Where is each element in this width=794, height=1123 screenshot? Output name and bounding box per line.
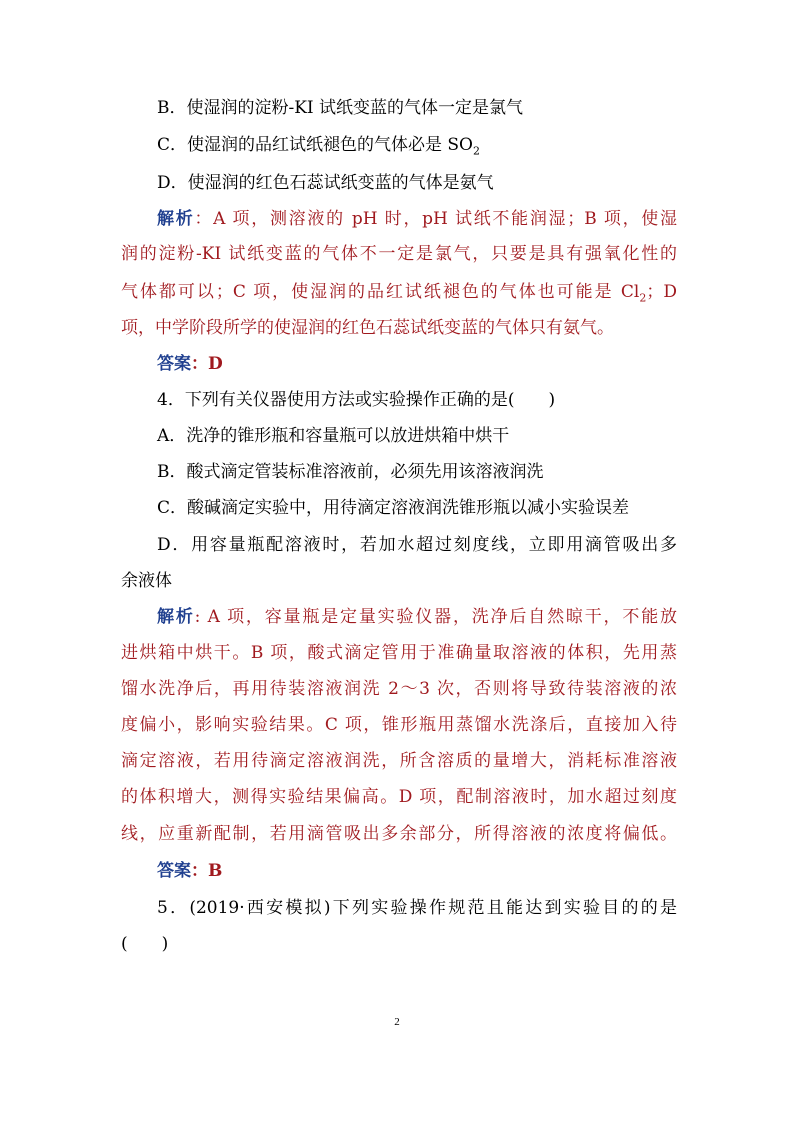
option-c-q3 — [157, 134, 677, 162]
option-c-q4: C．酸碱滴定实验中，用待滴定溶液润洗锥形瓶以减小实验误差 — [157, 498, 630, 518]
analysis-text: ：A 项，测溶液的 pH 时，pH 试纸不能润湿；B 项，使湿 — [194, 209, 678, 229]
subscript: 2 — [639, 291, 647, 305]
question-4: 4．下列有关仪器使用方法或实验操作正确的是( ) — [157, 390, 556, 410]
analysis-text: ；D — [646, 282, 677, 302]
answer-q3 — [157, 353, 677, 375]
analysis-q4-line5: 滴定溶液，若用待滴定溶液润洗，所含溶质的量增大，消耗标准溶液 — [121, 751, 677, 771]
answer-label: 答案 — [157, 354, 191, 374]
analysis-q3-line3 — [121, 281, 677, 309]
analysis-q3-line1 — [157, 208, 677, 230]
option-b-q4: B．酸式滴定管装标准溶液前，必须先用该溶液润洗 — [157, 462, 544, 482]
analysis-label: 解析 — [157, 607, 195, 627]
analysis-q3-line2: 润的淀粉-KI 试纸变蓝的气体不一定是氯气，只要是具有强氧化性的 — [121, 244, 677, 264]
analysis-q4-line6: 的体积增大，测得实验结果偏高。D 项，配制溶液时，加水超过刻度 — [121, 787, 677, 807]
analysis-q4-line2: 进烘箱中烘干。B 项，酸式滴定管用于准确量取溶液的体积，先用蒸 — [121, 643, 677, 663]
answer-q4 — [157, 860, 677, 882]
subscript: 2 — [473, 144, 480, 158]
option-b-q3: B．使湿润的淀粉-KI 试纸变蓝的气体一定是氯气 — [157, 98, 524, 118]
analysis-q3-line4: 项，中学阶段所学的使湿润的红色石蕊试纸变蓝的气体只有氨气。 — [121, 318, 614, 338]
question-5-line1: 5．(2019·西安模拟)下列实验操作规范且能达到实验目的的是 — [157, 898, 677, 918]
analysis-q4-line3: 馏水洗净后，再用待装溶液润洗 2～3 次，否则将导致待装溶液的浓 — [121, 679, 677, 699]
analysis-text: : A 项，容量瓶是定量实验仪器，洗净后自然晾干，不能放 — [194, 607, 678, 627]
option-d-q4-line1: D．用容量瓶配溶液时，若加水超过刻度线，立即用滴管吸出多 — [157, 535, 677, 555]
analysis-text: 气体都可以；C 项，使湿润的品红试纸褪色的气体也可能是 Cl — [121, 282, 640, 302]
option-d-q4-line2: 余液体 — [121, 571, 172, 591]
option-d-q3: D．使湿润的红色石蕊试纸变蓝的气体是氨气 — [157, 173, 494, 193]
option-c-text: C．使湿润的品红试纸褪色的气体必是 SO — [157, 135, 473, 155]
answer-value: ：D — [191, 354, 223, 374]
analysis-label: 解析 — [157, 209, 195, 229]
option-a-q4: A．洗净的锥形瓶和容量瓶可以放进烘箱中烘干 — [157, 426, 510, 446]
analysis-q4-line4: 度偏小，影响实验结果。C 项，锥形瓶用蒸馏水洗涤后，直接加入待 — [121, 715, 677, 735]
question-5-line2: ( ) — [121, 934, 169, 954]
analysis-q4-line1 — [157, 606, 677, 628]
answer-label: 答案 — [157, 861, 191, 881]
analysis-q4-line7: 线，应重新配制，若用滴管吸出多余部分，所得溶液的浓度将偏低。 — [121, 824, 677, 844]
answer-value: ：B — [191, 861, 223, 881]
page-number: 2 — [394, 1016, 400, 1028]
